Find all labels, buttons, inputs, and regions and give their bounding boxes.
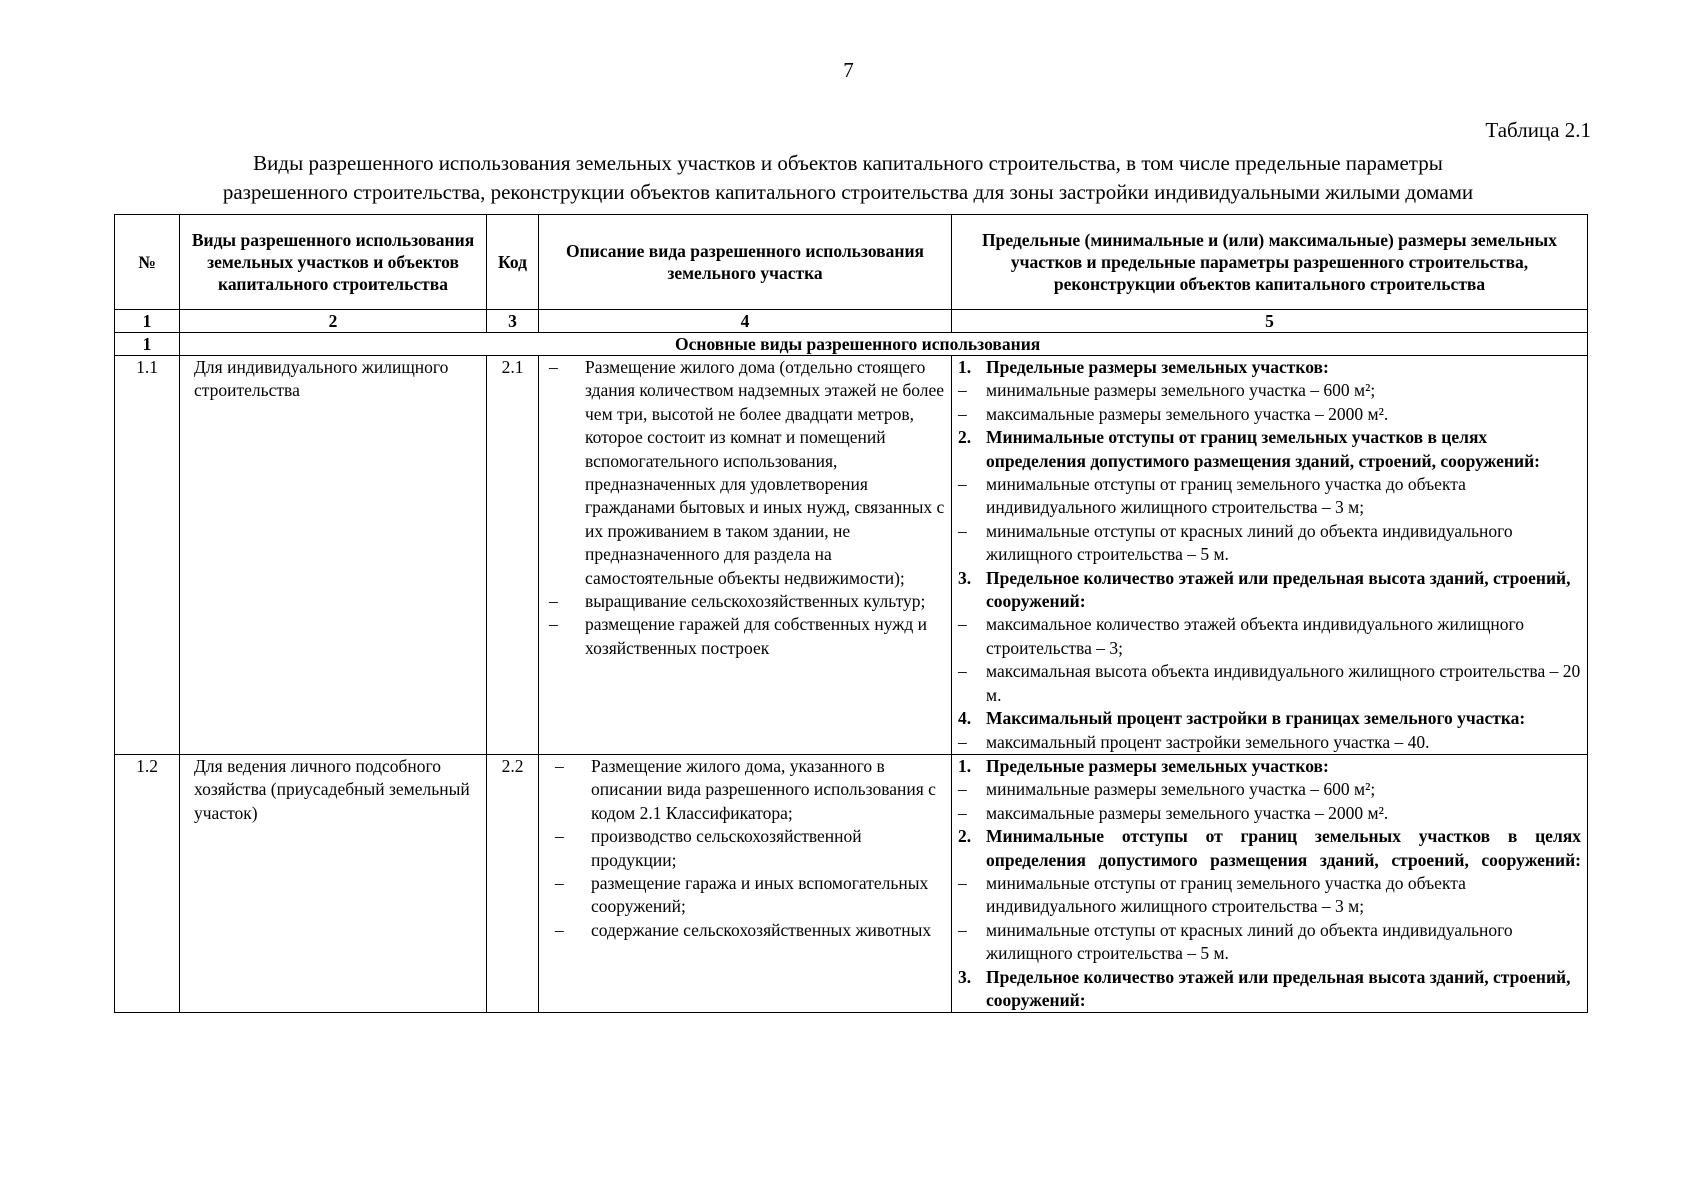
col-number-cell: 3 — [487, 310, 539, 333]
section-number: 1 — [115, 333, 180, 356]
param-item: – минимальные размеры земельного участка – 600 м²; — [958, 380, 1376, 401]
table-row — [115, 356, 1588, 755]
list-item: – размещение гаражей для собственных нужд и хозяйственных построек — [585, 613, 945, 660]
param-item: – минимальные отступы от границ земельного участка до объекта индивидуального жилищного строительства – 3 м; — [958, 872, 1466, 917]
param-heading: 2. Минимальные отступы от границ земельных участков в целях определения допустимого размещения зданий, строений, сооружений: — [958, 427, 1540, 471]
param-heading: 3. Предельное количество этажей или предельная высота зданий, строений, сооружений: — [958, 567, 1571, 612]
param-item: – максимальный процент застройки земельного участка – 40. — [958, 731, 1430, 752]
param-heading: 2. Минимальные отступы от границ земельных участков в целях определения допустимого размещения зданий, строений, сооружений: — [958, 826, 1581, 870]
param-item: – минимальные размеры земельного участка – 600 м²; — [958, 779, 1376, 800]
section-title: Основные виды разрешенного использования — [180, 333, 1588, 356]
use-description — [539, 754, 952, 1012]
use-parameters — [952, 754, 1588, 1012]
col-number-cell: 4 — [539, 310, 952, 333]
param-item: – максимальное количество этажей объекта индивидуального жилищного строительства – 3; — [958, 614, 1525, 658]
param-item: – минимальные отступы от границ земельного участка до объекта индивидуального жилищного строительства – 3 м; — [958, 474, 1466, 518]
list-item: – выращивание сельскохозяйственных культур; — [585, 590, 945, 613]
col-number-cell: 5 — [952, 310, 1588, 333]
column-number-row — [115, 310, 1588, 333]
use-type-name: Для ведения личного подсобного хозяйства (приусадебный земельный участок) — [180, 754, 487, 1012]
row-number: 1.1 — [115, 356, 180, 755]
col-number-cell: 2 — [180, 310, 487, 333]
list-item: – Размещение жилого дома (отдельно стоящего здания количеством надземных этажей не более чем три, высотой не более двадцати метров, которое состоит из комнат и помещений вспомогательного использования, предназначенных для удовлетворения гражданами бытовых и иных нужд, связанных с их проживанием в таком здании, не предназначенного для раздела на самостоятельные объекты недвижимости); — [585, 356, 945, 590]
param-heading: 1. Предельные размеры земельных участков: — [958, 357, 1329, 377]
page-number: 7 — [843, 58, 854, 82]
param-item: – максимальные размеры земельного участка – 2000 м². — [958, 802, 1389, 823]
param-item: – минимальные отступы от красных линий до объекта индивидуального жилищного строительства – 5 м. — [958, 520, 1513, 565]
title-line-1: Виды разрешенного использования земельных участков и объектов капитального строительства, в том числе предельные параметры — [253, 151, 1443, 175]
col-number-cell: 1 — [115, 310, 180, 333]
list-item: – производство сельскохозяйственной продукции; — [591, 825, 945, 872]
table-title — [105, 149, 1591, 207]
header-use-type: Виды разрешенного использования земельных участков и объектов капитального строительства — [180, 215, 487, 310]
param-heading: 3. Предельное количество этажей или предельная высота зданий, строений, сооружений: — [958, 966, 1571, 1010]
table-row — [115, 754, 1588, 1012]
section-row — [115, 333, 1588, 356]
use-code: 2.2 — [487, 754, 539, 1012]
description-list — [545, 356, 945, 660]
description-list — [545, 755, 945, 942]
param-heading: 4. Максимальный процент застройки в границах земельного участка: — [958, 708, 1526, 729]
use-parameters — [952, 356, 1588, 755]
table-label: Таблица 2.1 — [1485, 118, 1591, 142]
param-heading: 1. Предельные размеры земельных участков: — [958, 755, 1329, 776]
header-parameters: Предельные (минимальные и (или) максимальные) размеры земельных участков и предельные параметры разрешенного строительства, реконструкции объектов капитального строительства — [952, 215, 1588, 310]
list-item: – размещение гаража и иных вспомогательных сооружений; — [591, 872, 945, 919]
list-item: – содержание сельскохозяйственных животных — [591, 919, 945, 942]
use-code: 2.1 — [487, 356, 539, 755]
header-row — [115, 215, 1588, 310]
param-item: – максимальная высота объекта индивидуального жилищного строительства – 20 м. — [958, 661, 1581, 705]
use-type-name: Для индивидуального жилищного строительства — [180, 356, 487, 755]
title-line-2: разрешенного строительства, реконструкции объектов капитального строительства для зоны застройки индивидуальными жилыми домами — [222, 180, 1474, 204]
header-code: Код — [487, 215, 539, 310]
param-item: – максимальные размеры земельного участка – 2000 м². — [958, 403, 1389, 424]
list-item: – Размещение жилого дома, указанного в описании вида разрешенного использования с кодом 2.1 Классификатора; — [591, 755, 945, 825]
row-number: 1.2 — [115, 754, 180, 1012]
header-number: № — [115, 215, 180, 310]
zoning-table — [114, 214, 1588, 1013]
use-description — [539, 356, 952, 755]
param-item: – минимальные отступы от красных линий до объекта индивидуального жилищного строительства – 5 м. — [958, 919, 1513, 964]
header-description: Описание вида разрешенного использования земельного участка — [539, 215, 952, 310]
